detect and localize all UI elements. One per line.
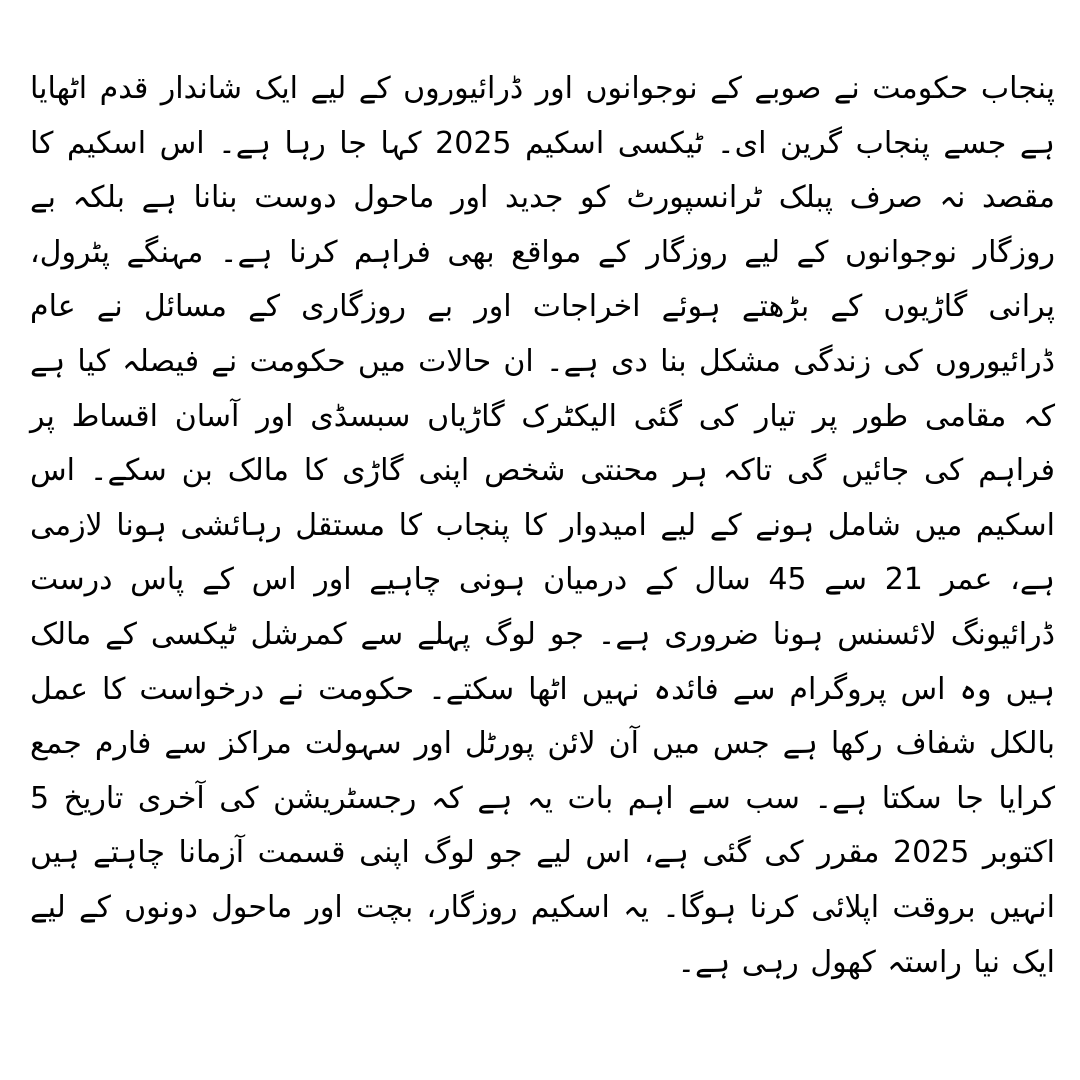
article-body-text: پنجاب حکومت نے صوبے کے نوجوانوں اور ڈرائیوروں کے لیے ایک شاندار قدم اٹھایا ہے جسے پنجاب گرین ای۔ ٹیکسی اسکیم 2025 کہا جا رہا ہے۔ اس اسکیم کا مقصد نہ صرف پبلک ٹرانسپورٹ کو جدید اور ماحول دوست بنانا ہے بلکہ بے روزگار نوجوانوں کے لیے روزگار کے مواقع بھی فراہم کرنا ہے۔ مہنگے پٹرول، پرانی گاڑیوں کے بڑھتے ہوئے اخراجات اور بے روزگاری کے مسائل نے عام ڈرائیوروں کی زندگی مشکل بنا دی ہے۔ ان حالات میں حکومت نے فیصلہ کیا ہے کہ مقامی طور پر تیار کی گئی الیکٹرک گاڑیاں سبسڈی اور آسان اقساط پر فراہم کی جائیں گی تاکہ ہر محنتی شخص اپنی گاڑی کا مالک بن سکے۔ اس اسکیم میں شامل ہونے کے لیے امیدوار کا پنجاب کا مستقل رہائشی ہونا لازمی ہے، عمر 21 سے 45 سال کے درمیان ہونی چاہیے اور اس کے پاس درست ڈرائیونگ لائسنس ہونا ضروری ہے۔ جو لوگ پہلے سے کمرشل ٹیکسی کے مالک ہیں وہ اس پروگرام سے فائدہ نہیں اٹھا سکتے۔ حکومت نے درخواست کا عمل بالکل شفاف رکھا ہے جس میں آن لائن پورٹل اور سہولت مراکز سے فارم جمع کرایا جا سکتا ہے۔ سب سے اہم بات یہ ہے کہ رجسٹریشن کی آخری تاریخ 5 اکتوبر 2025 مقرر کی گئی ہے، اس لیے جو لوگ اپنی قسمت آزمانا چاہتے ہیں انہیں بروقت اپلائی کرنا ہوگا۔ یہ اسکیم روزگار، بچت اور ماحول دونوں کے لیے ایک نیا راستہ کھول رہی ہے۔ — [30, 71, 1056, 980]
